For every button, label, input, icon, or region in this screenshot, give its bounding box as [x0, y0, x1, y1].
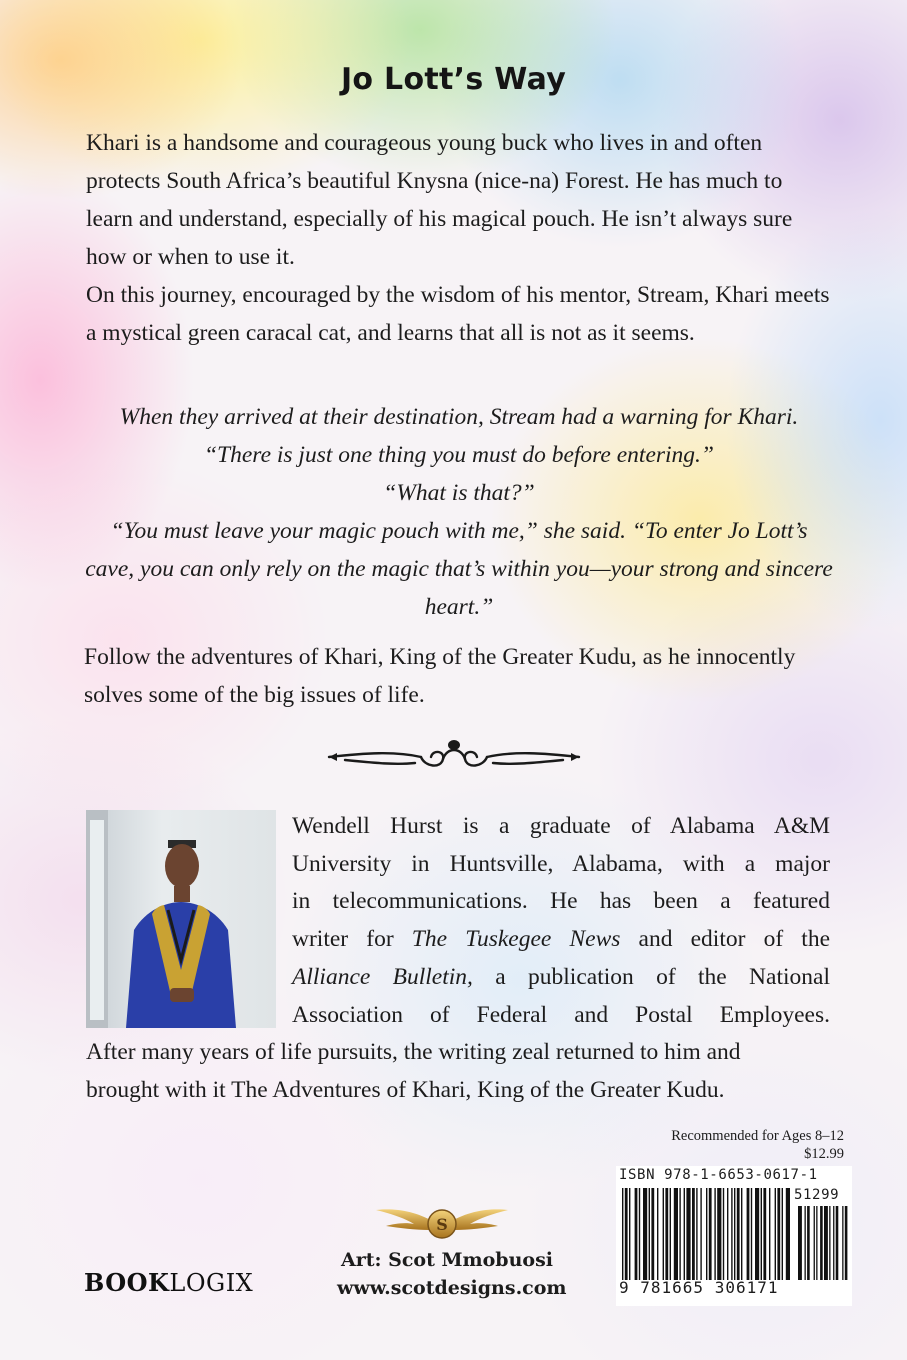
barcode-bar	[782, 1188, 783, 1280]
bio-line-5	[292, 959, 830, 997]
publisher-logo	[84, 1268, 253, 1297]
art-credit-name: Art: Scot Mmobuosi	[340, 1249, 553, 1271]
barcode-bar	[706, 1188, 707, 1280]
barcode-bar	[717, 1188, 721, 1280]
publisher-logo-regular: LOGIX	[169, 1269, 254, 1297]
bio-line-5-post: a publication of the National	[472, 963, 830, 990]
barcode-bar	[714, 1188, 715, 1280]
barcode-bar	[665, 1188, 668, 1280]
barcode-digits: 9 781665 306171	[619, 1278, 779, 1297]
author-photo	[86, 810, 276, 1028]
bio-line-5-italic: Alliance Bulletin,	[292, 963, 473, 990]
story-excerpt	[84, 398, 834, 626]
bio-line-7: After many years of life pursuits, the writing zeal returned to him and	[86, 1039, 741, 1065]
bio-line-2: University in Huntsville, Alabama, with a major	[292, 850, 830, 877]
bio-line-4-pre: writer for	[292, 926, 412, 953]
price-barcode-bar	[845, 1206, 848, 1280]
recommended-ages: Recommended for Ages 8–12	[671, 1128, 844, 1144]
author-bio-wrapped	[292, 808, 830, 1034]
barcode-bar	[751, 1188, 752, 1280]
bio-line-8: brought with it The Adventures of Khari, King of the Greater Kudu.	[86, 1076, 725, 1103]
excerpt-line-1: When they arrived at their destination, Stream had a warning for Khari. “There is just one thing you must do before entering.”	[119, 404, 799, 468]
barcode-bar	[709, 1188, 712, 1280]
barcode-bar	[670, 1188, 671, 1280]
barcode-bar	[651, 1188, 654, 1280]
barcode-bar	[684, 1188, 685, 1280]
barcode-bar	[741, 1188, 742, 1280]
barcode-bar	[755, 1188, 759, 1280]
bio-line-4-post: and editor of the	[620, 926, 830, 953]
price-barcode-bar	[816, 1206, 817, 1280]
barcode-bar	[761, 1188, 762, 1280]
bio-line-1: Wendell Hurst is a graduate of Alabama A&M	[292, 813, 830, 839]
barcode-bar	[649, 1188, 650, 1280]
barcode-bar	[777, 1188, 780, 1280]
barcode-bar	[622, 1188, 623, 1280]
barcode-bar	[700, 1188, 701, 1280]
price-barcode-bar	[805, 1206, 806, 1280]
barcode-bar	[625, 1188, 628, 1280]
barcode-bar	[775, 1188, 776, 1280]
barcode-bar	[629, 1188, 630, 1280]
barcode-bar	[686, 1188, 690, 1280]
price-barcode-bar	[842, 1206, 843, 1280]
barcode-bar	[786, 1188, 790, 1280]
flourish-divider-icon	[325, 733, 583, 781]
barcode-bar	[692, 1188, 695, 1280]
publisher-logo-bold: BOOK	[84, 1268, 170, 1297]
bio-line-4	[292, 921, 830, 959]
blurb-paragraph-1: Khari is a handsome and courageous young buck who lives in and often protects South Africa’s beautiful Knysna (nice-na) Forest. He has much to learn and understand, especially of his magical pouch. He isn’t always sure how or when to use it.	[86, 130, 793, 270]
bio-line-6: Association of Federal and Postal Employees.	[292, 1001, 830, 1028]
barcode-bar	[723, 1188, 724, 1280]
barcode-bar	[696, 1188, 697, 1280]
barcode-bar	[674, 1188, 678, 1280]
barcode-bar	[747, 1188, 750, 1280]
barcode-bar	[639, 1188, 640, 1280]
svg-text:S: S	[436, 1215, 448, 1234]
barcode-bar	[734, 1188, 735, 1280]
price-barcode-bar	[824, 1206, 828, 1280]
follow-paragraph: Follow the adventures of Khari, King of the Greater Kudu, as he innocently solves some of the big issues of life.	[84, 644, 796, 708]
barcode-bar	[663, 1188, 664, 1280]
price-barcode-bar	[829, 1206, 830, 1280]
price-code: 51299	[794, 1187, 840, 1203]
blurb	[86, 124, 832, 352]
barcode-bar	[769, 1188, 770, 1280]
price-barcode-bar	[814, 1206, 815, 1280]
barcode-bar	[635, 1188, 638, 1280]
price-barcode-bar	[798, 1206, 802, 1280]
price: $12.99	[804, 1146, 844, 1162]
art-credit-website: www.scotdesigns.com	[337, 1277, 567, 1299]
art-credit	[337, 1246, 567, 1302]
barcode-bar	[679, 1188, 680, 1280]
excerpt-line-2: “What is that?”	[383, 480, 535, 506]
barcode-bar	[727, 1188, 728, 1280]
winged-s-logo-icon	[374, 1200, 510, 1248]
bio-line-4-italic: The Tuskegee News	[411, 926, 621, 953]
barcode-bar	[657, 1188, 658, 1280]
isbn: ISBN 978-1-6653-0617-1	[619, 1167, 818, 1183]
age-recommendation	[671, 1127, 844, 1163]
author-bio-full-width	[86, 1034, 830, 1109]
barcode-bar	[731, 1188, 732, 1280]
price-barcode-bar	[807, 1206, 810, 1280]
excerpt-line-3: “You must leave your magic pouch with me,” she said. “To enter Jo Lott’s cave, you can only rely on the magic that’s within you—your strong and sincere heart.”	[85, 518, 833, 620]
barcode-bar	[643, 1188, 647, 1280]
book-title: Jo Lott’s Way	[340, 62, 567, 97]
price-barcode-bar	[836, 1206, 839, 1280]
price-barcode-bar	[833, 1206, 834, 1280]
price-barcode-bar	[820, 1206, 823, 1280]
barcode-bar	[763, 1188, 766, 1280]
bio-line-3: in telecommunications. He has been a featured	[292, 888, 830, 915]
blurb-paragraph-2: On this journey, encouraged by the wisdom of his mentor, Stream, Khari meets a mystical green caracal cat, and learns that all is not as it seems.	[86, 282, 830, 346]
barcode-bar	[737, 1188, 740, 1280]
